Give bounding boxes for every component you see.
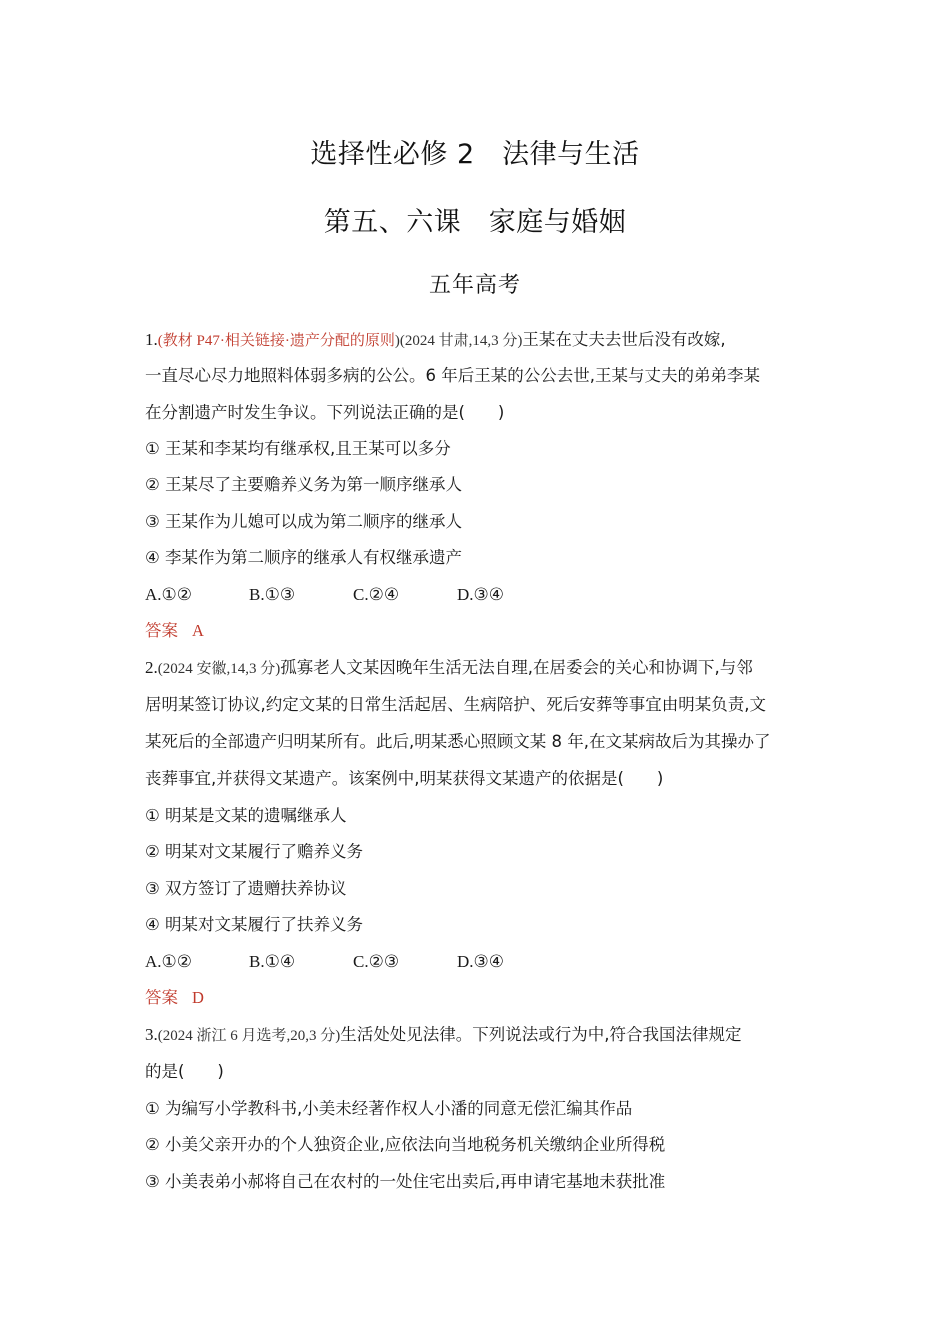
exam-source: (2024 安徽,14,3 分) [157,661,281,677]
option-a: A.①② [145,952,193,971]
section-title: 五年高考 [428,273,521,298]
statement-item: ④ 李某作为第二顺序的继承人有权继承遗产 [145,548,463,567]
answer-options [145,583,815,607]
statement-item: ① 明某是文某的遗嘱继承人 [145,806,347,825]
question-number: 1. [145,330,158,349]
option-d: D.③④ [457,585,505,604]
question-2-line-4: 丧葬事宜,并获得文某遗产。该案例中,明某获得文某遗产的依据是( ) [145,769,664,788]
answer-value: A [192,621,204,640]
answer-line [145,986,815,1010]
textbook-source-tag: 教材 P47·相关链接·遗产分配的原则 [162,333,395,349]
statement-item: ② 小美父亲开办的个人独资企业,应依法向当地税务机关缴纳企业所得税 [145,1135,666,1154]
option-a: A.①② [145,585,193,604]
statement-item: ① 为编写小学教科书,小美未经著作权人小潘的同意无偿汇编其作品 [145,1099,633,1118]
answer-options [145,950,815,974]
statement-item: ③ 小美表弟小郝将自己在农村的一处住宅出卖后,再申请宅基地未获批准 [145,1172,666,1191]
statement-item: ③ 双方签订了遗赠扶养协议 [145,879,347,898]
question-3-line-2: 的是( ) [145,1062,224,1081]
question-2-line-3: 某死后的全部遗产归明某所有。此后,明某悉心照顾文某 8 年,在文某病故后为其操办了 [145,732,771,751]
statement-item: ① 王某和李某均有继承权,且王某可以多分 [145,439,451,458]
question-number: 3. [145,1025,158,1044]
question-text: 王某在丈夫去世后没有改嫁, [522,330,726,349]
document-title: 选择性必修 2 法律与生活 [310,139,640,170]
statement-item: ② 王某尽了主要赡养义务为第一顺序继承人 [145,475,463,494]
question-1-line-2: 一直尽心尽力地照料体弱多病的公公。6 年后王某的公公去世,王某与丈夫的弟弟李某 [145,366,760,385]
answer-value: D [192,988,204,1007]
option-d: D.③④ [457,952,505,971]
option-c: C.②④ [353,585,400,604]
question-text: 生活处处见法律。下列说法或行为中,符合我国法律规定 [340,1025,742,1044]
question-3-line-1 [145,1023,815,1048]
question-number: 2. [145,658,158,677]
option-c: C.②③ [353,952,400,971]
exam-source: )(2024 甘肃,14,3 分) [394,333,523,349]
lesson-title: 第五、六课 家庭与婚姻 [323,207,627,238]
answer-label: 答案 [145,621,178,640]
answer-line [145,619,815,643]
statement-item: ④ 明某对文某履行了扶养义务 [145,915,364,934]
question-2-line-2: 居明某签订协议,约定文某的日常生活起居、生病陪护、死后安葬等事宜由明某负责,文 [145,695,766,714]
answer-label: 答案 [145,988,178,1007]
question-1-line-1 [145,328,815,353]
statement-item: ③ 王某作为儿媳可以成为第二顺序的继承人 [145,512,463,531]
paren-open: ( [157,333,163,349]
question-2-line-1 [145,656,815,681]
option-b: B.①③ [249,585,296,604]
option-b: B.①④ [249,952,296,971]
statement-item: ② 明某对文某履行了赡养义务 [145,842,364,861]
question-1-line-3: 在分割遗产时发生争议。下列说法正确的是( ) [145,403,505,422]
question-text: 孤寡老人文某因晚年生活无法自理,在居委会的关心和协调下,与邻 [280,658,753,677]
exam-source: (2024 浙江 6 月选考,20,3 分) [157,1028,341,1044]
